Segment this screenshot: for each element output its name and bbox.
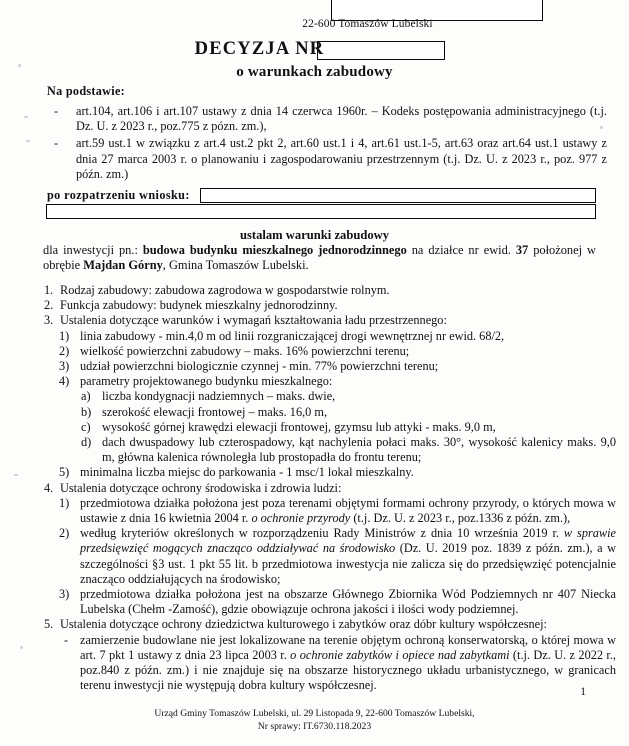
environment-subitem bbox=[59, 587, 616, 617]
parameter-letter: c) bbox=[81, 419, 91, 434]
subitem-number: 2) bbox=[59, 526, 70, 541]
condition-text: Funkcja zabudowy: budynek mieszkalny jednorodzinny. bbox=[60, 298, 338, 313]
parameters-list bbox=[81, 389, 616, 465]
environment-subitem bbox=[59, 526, 616, 587]
subitem-text: parametry projektowanego budynku mieszkalnego: bbox=[80, 374, 333, 389]
parameter-letter: d) bbox=[81, 435, 92, 450]
dash-bullet: - bbox=[54, 104, 59, 118]
page-number: 1 bbox=[580, 686, 586, 698]
subitem-text-italic: o ochronie przyrody bbox=[251, 511, 351, 526]
investment-description bbox=[43, 243, 596, 274]
condition-number: 2. bbox=[44, 298, 54, 313]
subitem-number: 2) bbox=[59, 343, 70, 358]
condition-subitem bbox=[59, 465, 616, 480]
scan-speckle bbox=[20, 646, 23, 649]
condition-item bbox=[44, 617, 616, 632]
subitem-text: minimalna liczba miejsc do parkowania - 1 msc/1 lokal mieszkalny. bbox=[80, 465, 414, 480]
conditions-list bbox=[44, 283, 616, 693]
parameter-letter: a) bbox=[81, 389, 91, 404]
legal-basis-item-text: art.104, art.106 i art.107 ustawy z dnia 14 czerwca 1960r. – Kodeks postępowania administracyjnego (t.j. Dz. U. z 2023 r., poz.775 z pózn. zm.), bbox=[76, 104, 607, 134]
dash-bullet: - bbox=[54, 136, 59, 151]
subitem-text-p1: przedmiotowa działka położona jest poza terenami objętymi formami ochrony przyrody, o których mowa w ustawie z dnia 16 kwietnia 2004 r. bbox=[80, 495, 616, 526]
page-title bbox=[0, 39, 629, 60]
parameter-item bbox=[81, 420, 616, 435]
scan-speckle bbox=[14, 474, 18, 476]
footer bbox=[0, 708, 629, 733]
legal-basis-item-text: art.59 ust.1 w związku z art.4 ust.2 pkt 2, art.60 ust.1 i 4, art.61 ust.1-5, art.63 oraz art.64 ust.1 ustawy z dnia 27 marca 2003 r. o planowaniu i zagospodarowaniu przestrzennym (t.j. Dz. U. z 2023 r., poz. 977 z późn. zm.) bbox=[76, 136, 607, 181]
subitem-text: wielkość powierzchni zabudowy – maks. 16% powierzchni terenu; bbox=[80, 343, 410, 358]
investment-name: budowa budynku mieszkalnego jednorodzinnego bbox=[142, 243, 407, 257]
investment-intro-1: dla inwestycji pn.: bbox=[43, 243, 143, 257]
condition-text: Ustalenia dotyczące ochrony środowiska i zdrowia ludzi: bbox=[60, 480, 342, 495]
precinct-name: Majdan Górny bbox=[83, 258, 163, 273]
legal-basis-list bbox=[47, 104, 607, 184]
office-address-text: 22-600 Tomaszów Lubelski bbox=[302, 18, 433, 30]
subitem-text-p3: (t.j. Dz. U. z 2023 r., poz.1336 z późn. zm.), bbox=[350, 511, 571, 526]
subitem-number: 4) bbox=[59, 374, 70, 389]
application-redaction-box-line-1 bbox=[200, 188, 596, 203]
heritage-text-p3: (t.j. Dz. U. z 2022 r., poz.840 z późn. zm.) i nie znajduje się na obszarze historycznego układu urbanistycznego, w granicach terenu inwestycji nie występują dobra kultury współczesnej. bbox=[80, 647, 616, 693]
condition-item bbox=[44, 283, 616, 298]
parameter-text: liczba kondygnacji nadziemnych – maks. dwie, bbox=[102, 389, 336, 404]
heritage-dash-item bbox=[59, 633, 616, 694]
parameter-item bbox=[81, 435, 616, 465]
page-subtitle: o warunkach zabudowy bbox=[236, 64, 393, 80]
legal-basis-heading: Na podstawie: bbox=[47, 84, 126, 98]
condition-number: 3. bbox=[44, 313, 54, 328]
page-title-text: DECYZJA NR bbox=[194, 39, 325, 59]
parameter-letter: b) bbox=[81, 404, 92, 419]
condition-text: Rodzaj zabudowy: zabudowa zagrodowa w gospodarstwie rolnym. bbox=[60, 283, 390, 297]
condition-text: Ustalenia dotyczące ochrony dziedzictwa kulturowego i zabytków oraz dóbr kultury współczesnej: bbox=[60, 617, 547, 632]
parameter-item bbox=[81, 405, 616, 420]
footer-line-2: Nr sprawy: IT.6730.118.2023 bbox=[257, 720, 372, 732]
scan-speckle bbox=[26, 140, 30, 142]
condition-number: 5. bbox=[44, 617, 54, 632]
environment-subitem bbox=[59, 496, 616, 526]
subitem-text: przedmiotowa działka położona jest na obszarze Głównego Zbiornika Wód Podziemnych nr 407 Niecka Lubelska (Chełm -Zamość), gdzie obowiązuje ochrona jakości i ilości wody podziemnej. bbox=[80, 587, 616, 617]
legal-basis-item bbox=[47, 104, 607, 134]
condition-subitem bbox=[59, 329, 616, 344]
condition-subitem bbox=[59, 374, 616, 389]
subitem-text: udział powierzchni biologicznie czynnej - min. 77% powierzchni terenu; bbox=[80, 359, 439, 374]
subitem-number: 1) bbox=[59, 495, 70, 510]
subitem-text-italic: w sprawie przedsięwzięć mogących znacząco oddziaływać na środowisko bbox=[80, 526, 616, 556]
legal-basis-item bbox=[47, 136, 607, 182]
condition-item bbox=[44, 313, 616, 328]
parameter-item bbox=[81, 389, 616, 404]
condition-sublist bbox=[59, 329, 616, 481]
subitem-number: 3) bbox=[59, 587, 70, 602]
investment-intro-3: położonej w obrębie bbox=[43, 243, 596, 273]
subitem-number: 1) bbox=[59, 328, 70, 343]
heritage-text-italic: o ochronie zabytków i opiece nad zabytkami bbox=[290, 647, 510, 662]
condition-number: 4. bbox=[44, 480, 54, 495]
heritage-text-p1: zamierzenie budowlane nie jest lokalizowane na terenie objętym ochroną konserwatorską, o której mowa w art. 7 pkt 1 ustawy z dnia 23 lipca 2003 r. bbox=[80, 632, 616, 662]
office-address bbox=[0, 18, 629, 30]
ruling-heading: ustalam warunki zabudowy bbox=[239, 228, 390, 242]
investment-intro-4: , Gmina Tomaszów Lubelski. bbox=[162, 258, 309, 273]
plot-number: 37 bbox=[515, 243, 529, 257]
subitem-text-p3: (Dz. U. 2019 poz. 1839 z późn. zm.), a w szczególności §3 ust. 1 pkt 55 lit. b przedmiotowa inwestycja nie zalicza się do przedsięwzięć potencjalnie znacząco oddziałujących na środowisko; bbox=[80, 541, 617, 586]
condition-text: Ustalenia dotyczące warunków i wymagań kształtowania ładu przestrzennego: bbox=[60, 313, 447, 328]
condition-item bbox=[44, 298, 616, 313]
parameter-text: dach dwuspadowy lub czterospadowy, kąt nachylenia połaci maks. 30°, wysokość kalenicy maks. 9,0 m, główna kalenica równoległa lub prostopadła do frontu terenu; bbox=[102, 435, 616, 465]
investment-intro-2: na działce nr ewid. bbox=[406, 243, 516, 257]
dash-bullet: - bbox=[64, 632, 69, 647]
application-label: po rozpatrzeniu wniosku: bbox=[47, 188, 190, 202]
condition-item bbox=[44, 481, 616, 496]
condition-number: 1. bbox=[44, 283, 54, 297]
subitem-text: linia zabudowy - min.4,0 m od linii rozgraniczającej drogi wewnętrznej nr ewid. 68/2, bbox=[80, 328, 505, 343]
parameter-text: szerokość elewacji frontowej – maks. 16,0 m, bbox=[102, 404, 328, 419]
footer-line-1: Urząd Gminy Tomaszów Lubelski, ul. 29 Listopada 9, 22-600 Tomaszów Lubelski, bbox=[154, 708, 475, 719]
condition-subitem bbox=[59, 359, 616, 374]
subitem-number: 5) bbox=[59, 465, 70, 480]
parameter-text: wysokość górnej krawędzi elewacji frontowej, gzymsu lub attyki - maks. 9,0 m, bbox=[102, 419, 496, 434]
environment-sublist bbox=[59, 496, 616, 618]
condition-subitem bbox=[59, 344, 616, 359]
subitem-text-p1: według kryteriów określonych w rozporządzeniu Rady Ministrów z dnia 10 września 2019 r. bbox=[80, 526, 564, 541]
subitem-number: 3) bbox=[59, 359, 70, 374]
scan-speckle bbox=[24, 116, 28, 118]
application-redaction-box-line-2 bbox=[46, 204, 596, 219]
